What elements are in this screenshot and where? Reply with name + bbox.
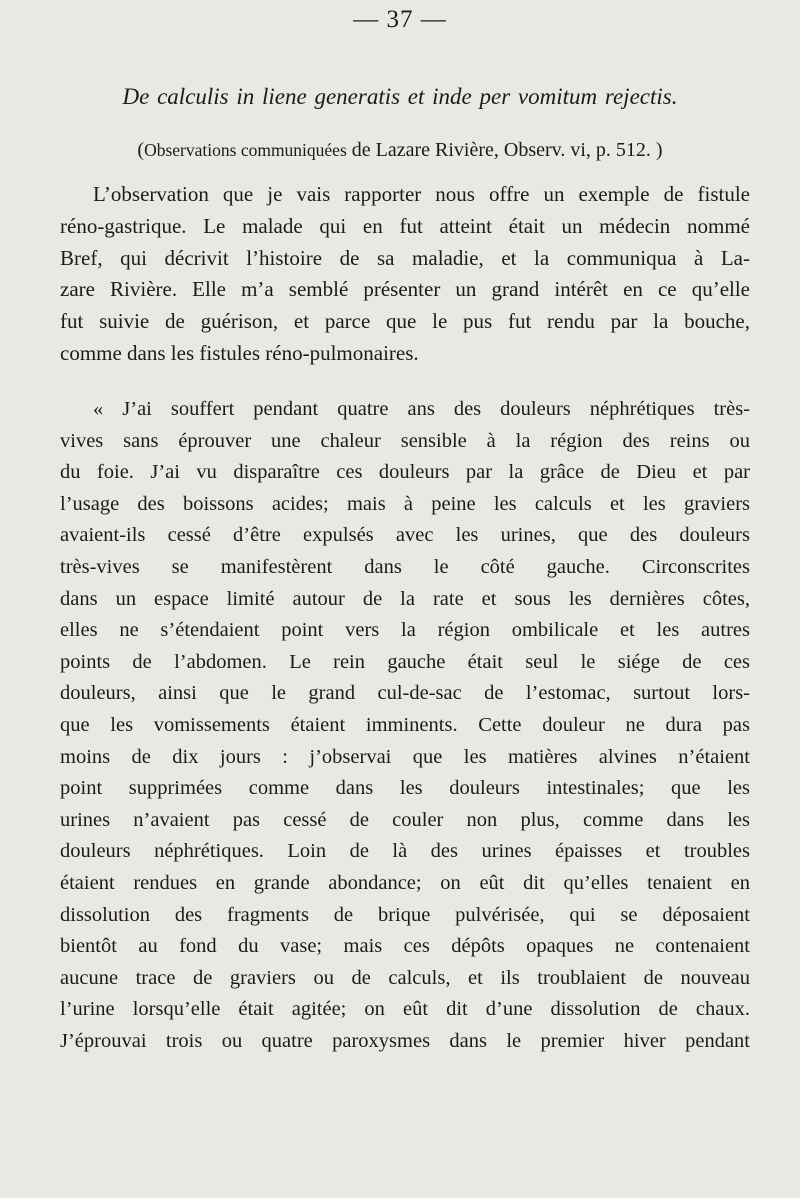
paragraph-intro bbox=[60, 179, 750, 370]
text-line: urines n’avaient pas cessé de couler non plus, comme dans les bbox=[60, 808, 750, 831]
text-line: réno-gastrique. Le malade qui en fut atteint était un médecin nommé bbox=[60, 213, 750, 238]
text-line: dissolution des fragments de brique pulvérisée, qui se déposaient bbox=[60, 903, 750, 926]
section-subtitle bbox=[0, 139, 800, 162]
text-line: fut suivie de guérison, et parce que le pus fut rendu par la bouche, bbox=[60, 309, 750, 334]
subtitle-open-paren: ( bbox=[137, 139, 145, 161]
text-line: point supprimées comme dans les douleurs intestinales; que les bbox=[60, 777, 750, 800]
text-line: elles ne s’étendaient point vers la région ombilicale et les autres bbox=[60, 619, 750, 642]
text-line: douleurs, ainsi que le grand cul-de-sac de l’estomac, surtout lors- bbox=[60, 682, 750, 705]
text-line: bientôt au fond du vase; mais ces dépôts opaques ne contenaient bbox=[60, 935, 750, 958]
section-title: De calculis in liene generatis et inde per vomitum rejectis. bbox=[122, 84, 678, 109]
text-line: douleurs néphrétiques. Loin de là des urines épaisses et troubles bbox=[60, 840, 750, 863]
text-line: points de l’abdomen. Le rein gauche était seul le siége de ces bbox=[60, 650, 750, 673]
paragraph-quote bbox=[60, 394, 750, 1057]
text-line: avaient-ils cessé d’être expulsés avec les urines, que des douleurs bbox=[60, 524, 750, 547]
text-line: étaient rendues en grande abondance; on eût dit qu’elles tenaient en bbox=[60, 871, 750, 894]
text-line: que les vomissements étaient imminents. Cette douleur ne dura pas bbox=[60, 713, 750, 736]
text-line: comme dans les fistules réno-pulmonaires. bbox=[60, 340, 419, 365]
page-number: — 37 — bbox=[353, 6, 447, 33]
text-line: L’observation que je vais rapporter nous offre un exemple de fistule bbox=[93, 182, 750, 206]
text-line: l’urine lorsqu’elle était agitée; on eût dit d’une dissolution de chaux. bbox=[60, 998, 750, 1021]
subtitle-source: de Lazare Rivière, Observ. vi, p. 512. ) bbox=[346, 139, 663, 161]
text-line: zare Rivière. Elle m’a semblé présenter un grand intérêt en ce qu’elle bbox=[60, 277, 750, 302]
text-line: vives sans éprouver une chaleur sensible à la région des reins ou bbox=[60, 429, 750, 452]
text-line: l’usage des boissons acides; mais à peine les calculs et les graviers bbox=[60, 492, 750, 515]
subtitle-observations: Observations communiquées bbox=[144, 140, 347, 160]
text-line: J’éprouvai trois ou quatre paroxysmes dans le premier hiver pendant bbox=[60, 1029, 750, 1052]
text-line: du foie. J’ai vu disparaître ces douleurs par la grâce de Dieu et par bbox=[60, 461, 750, 484]
text-line: Bref, qui décrivit l’histoire de sa maladie, et la communiqua à La- bbox=[60, 245, 750, 270]
text-line: très-vives se manifestèrent dans le côté gauche. Circonscrites bbox=[60, 555, 750, 578]
text-line: dans un espace limité autour de la rate et sous les dernières côtes, bbox=[60, 587, 750, 610]
text-line: « J’ai souffert pendant quatre ans des douleurs néphrétiques très- bbox=[93, 398, 750, 420]
text-line: moins de dix jours : j’observai que les matières alvines n’étaient bbox=[60, 745, 750, 768]
text-line: aucune trace de graviers ou de calculs, et ils troublaient de nouveau bbox=[60, 966, 750, 989]
